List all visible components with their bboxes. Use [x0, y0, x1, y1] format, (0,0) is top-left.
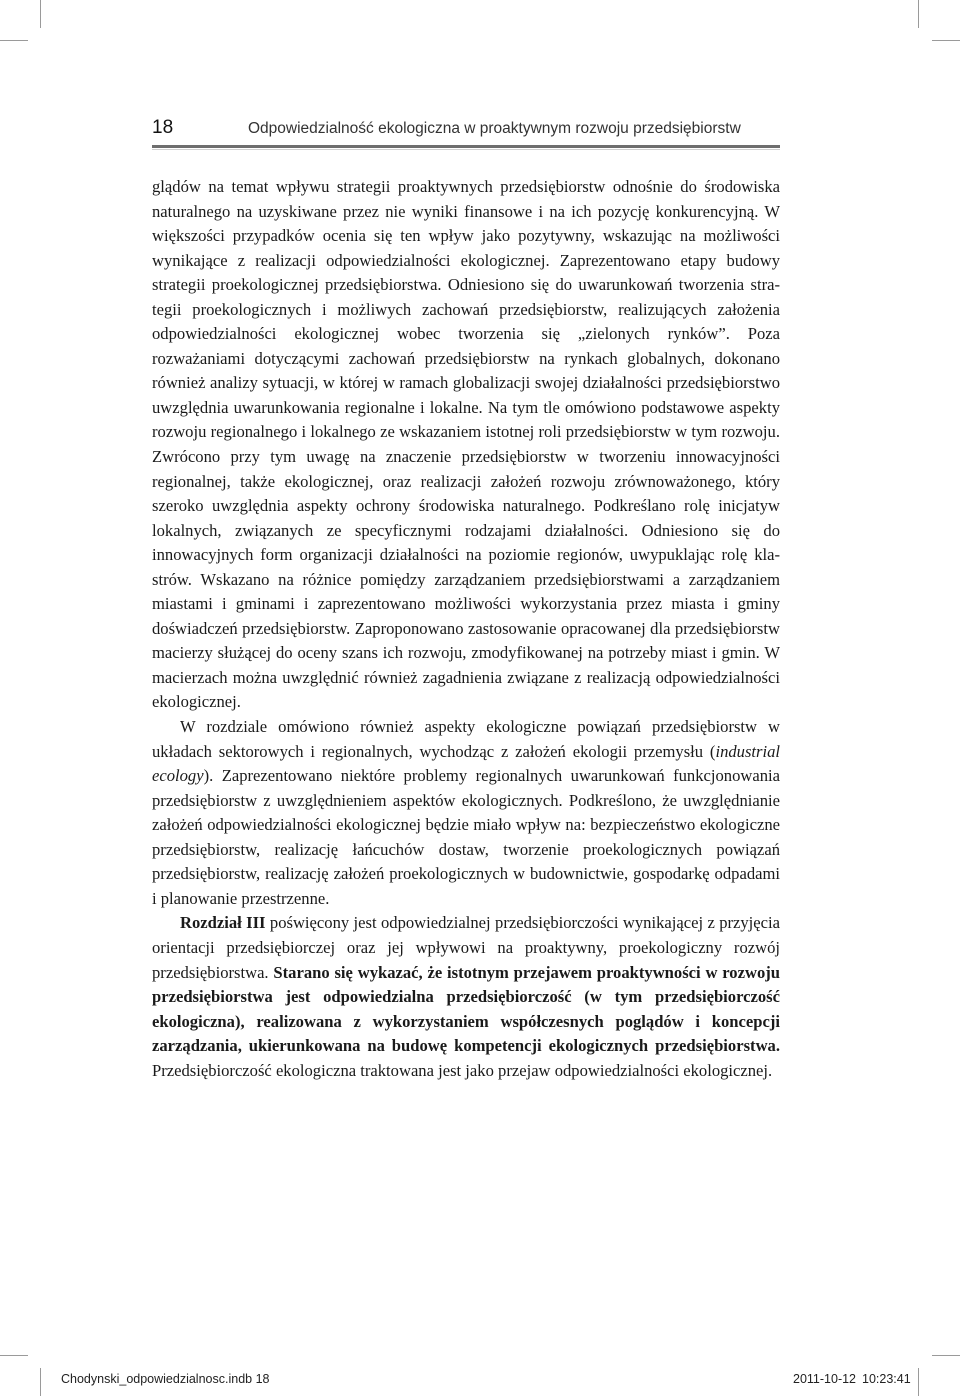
header-rule: [152, 145, 780, 148]
text-span: glądów na temat wpływu strategii proaktywnych przedsiębiorstw odnośnie do środowiska naturalnego na uzyskiwane przez nie wyniki finansowe i na ich pozycję konkurencyjną. W większości przypadków ocenia się ten wpływ jako pozytywny, wskazując na możliwości wynikające z realizacji odpowiedzialności ekologicznej. Zaprezentowano etapy budowy strategii proekologicznej przedsiębiorstwa. Odniesiono się do uwarunkowań tworzenia strategii proekologicznych i możliwych zachowań przedsiębiorstw, realizujących założenia odpowiedzialności ekologicznej wobec tworzenia się „zielonych rynków”. Poza rozważaniami dotyczącymi zachowań przedsiębiorstw na rynkach globalnych, dokonano również analizy sytuacji, w której w ramach globalizacji swojej działalności przedsiębiorstwo uwzględnia uwarunkowania regionalne i lokalne. Na tym tle omówiono podstawowe aspekty rozwoju regionalnego i lokalnego ze wskazaniem istotnej roli przedsiębiorstw w tym rozwoju. Zwrócono przy tym uwagę na znaczenie przedsiębiorstw w tworzeniu innowacyjności regionalnej, także ekologicznej, oraz realizacji założeń rozwoju zrównoważonego, który szeroko uwzględnia aspekty ochrony środowiska naturalnego. Podkreślano rolę inicjatyw lokalnych, związanych ze specyficznymi rodzajami działalności. Odniesiono się do innowacyjnych form organizacji działalności na poziomie regionów, uwypuklając rolę klastrów. Wskazano na różnice pomiędzy zarządzaniem przedsiębiorstwami a zarządzaniem miastami i gminami i zaprezentowano możliwości wykorzystania przez miasta i gminy doświadczeń przedsiębiorstw. Zaproponowano zastosowanie opracowanej dla przedsiębiorstw macierzy służącej do oceny szans ich rozwoju, zmodyfikowanej na potrzeby miast i gmin. W macierzach można uwzględnić również zagadnienia związane z realizacją odpowiedzialności ekologicznej.: [152, 177, 780, 712]
slug-date: 2011-10-12: [793, 1372, 857, 1386]
crop-mark: [40, 0, 41, 28]
crop-mark: [0, 40, 28, 41]
crop-mark: [40, 1368, 41, 1396]
text-span: Starano się wykazać, że istotnym przejawem proaktywności w rozwoju przedsiębiorstwa jest odpowiedzialna przedsiębiorczość (w tym przedsiębiorczość ekologiczna), realizowana z wykorzystaniem współczesnych poglądów i koncepcji zarządzania, ukierunkowana na budowę kompetencji ekologicznych przedsiębiorstwa.: [152, 962, 781, 1056]
page-number: 18: [152, 117, 174, 138]
body-text: [152, 175, 780, 1083]
text-span: W rozdziale omówiono również aspekty ekologiczne powiązań przedsiębiorstw w układach sektorowych i regionalnych, wychodząc z założeń ekologii przemysłu (: [152, 717, 780, 761]
crop-mark: [918, 1368, 919, 1396]
text-span: poświęcony jest odpowiedzialnej przedsiębiorczości wynikającej z przyjęcia orientacji przedsiębiorczej oraz jej wpływowi na proaktywny, proekologiczny rozwój przedsiębiorstwa.: [152, 913, 780, 982]
slug-time: 10:23:41: [862, 1372, 911, 1386]
text-span: ). Zaprezentowano niektóre problemy regionalnych uwarunkowań funkcjonowania przedsiębiorstw z uwzględnieniem aspektów ekologicznych. Podkreślono, że uwzględnianie założeń odpowiedzialności ekologicznej będzie miało wpływ na: bezpieczeństwo ekologiczne przedsiębiorstw, realizację łańcuchów dostaw, tworzenie proekologicznych powiązań przedsiębiorstw, realizację założeń proekologicznych w budownictwie, gospodarkę odpadami i planowanie przestrzenne.: [152, 766, 780, 908]
crop-mark: [0, 1355, 28, 1356]
text-span: Rozdział III: [180, 913, 266, 933]
running-title: Odpowiedzialność ekologiczna w proaktywnym rozwoju przedsiębiorstw: [248, 120, 741, 137]
running-head: [152, 112, 780, 144]
crop-mark: [918, 0, 919, 28]
crop-mark: [932, 40, 960, 41]
paragraph-2: [152, 715, 780, 911]
paragraph-1: [152, 175, 780, 715]
text-span: industrial ecology: [152, 741, 780, 786]
slug-filename: Chodynski_odpowiedzialnosc.indb 18: [61, 1372, 270, 1386]
paragraph-3: [152, 911, 780, 1083]
crop-mark: [932, 1355, 960, 1356]
text-span: Przedsiębiorczość ekologiczna traktowana jest jako przejaw odpowiedzialności ekologicznej.: [152, 1060, 773, 1080]
